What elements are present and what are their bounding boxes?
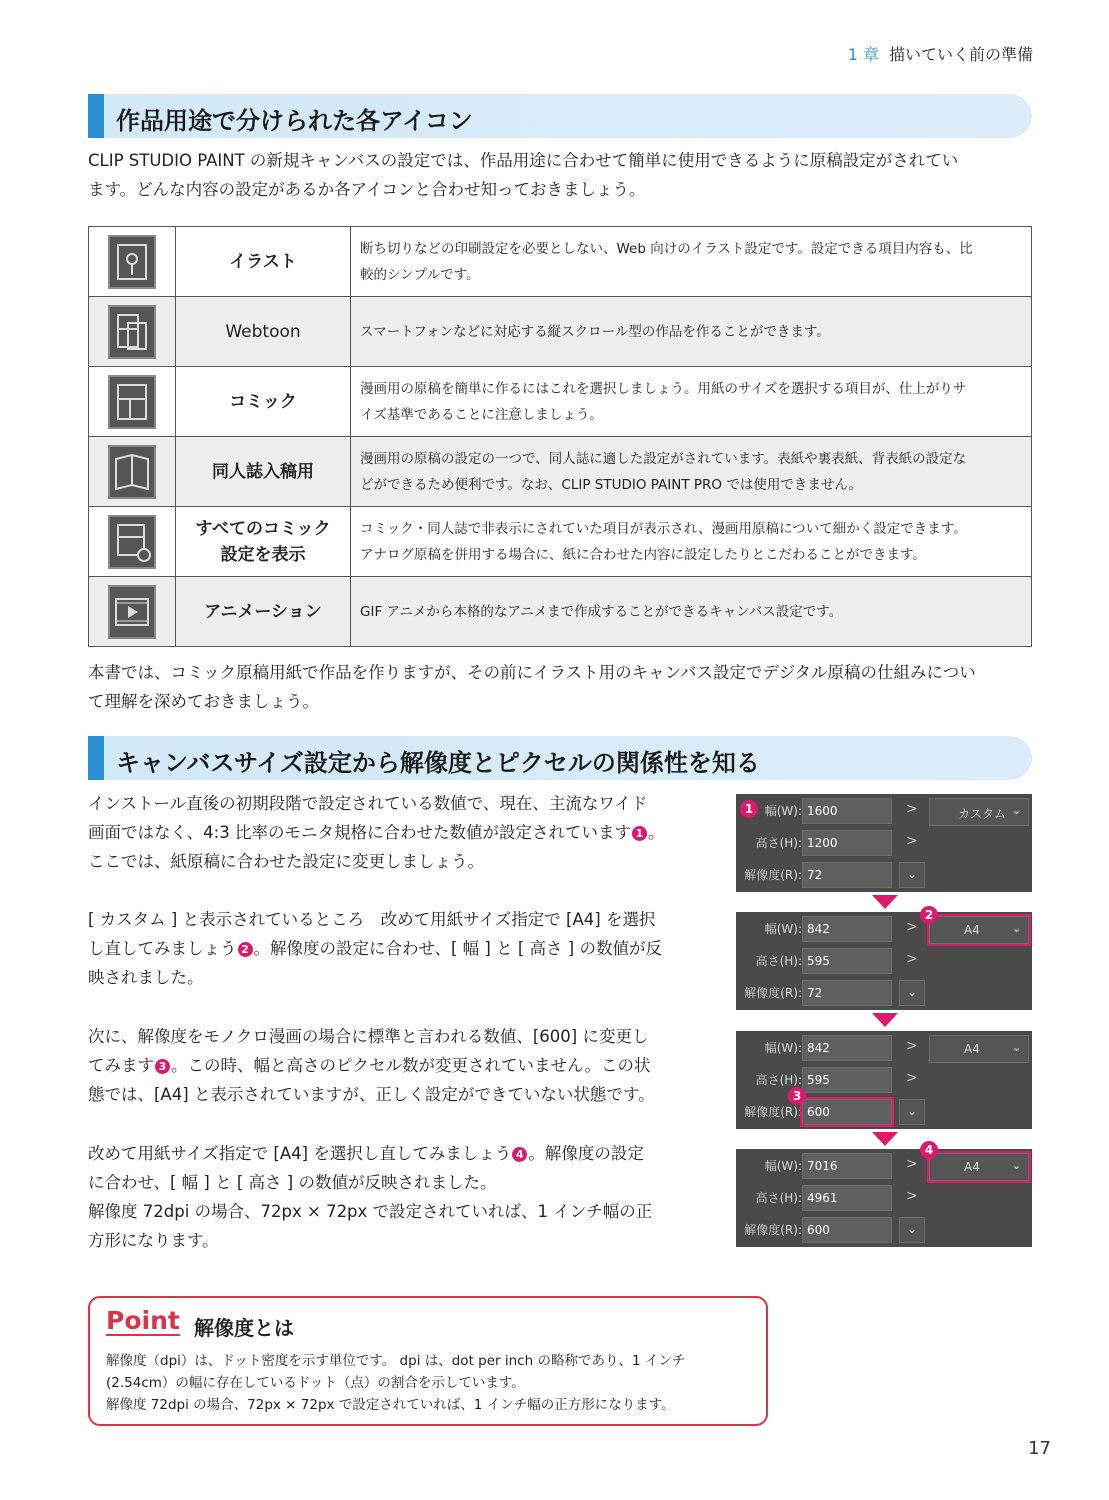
- preset-description: スマートフォンなどに対応する縦スクロール型の作品を作ることができます。: [351, 297, 1032, 367]
- chevron-right-icon[interactable]: >: [906, 833, 918, 849]
- step-badge: 1: [632, 826, 647, 841]
- table-row: [89, 437, 1032, 507]
- chevron-right-icon[interactable]: >: [906, 1038, 918, 1054]
- resolution-row: 解像度(R): 600 ⌄: [736, 1097, 1032, 1127]
- height-input[interactable]: 595: [802, 1067, 892, 1093]
- resolution-input[interactable]: 600: [802, 1217, 892, 1243]
- step-badge: 4: [920, 1141, 938, 1159]
- step-badge: 3: [788, 1087, 806, 1105]
- width-row: 幅(W): 7016 > A4 ⌄: [736, 1151, 1032, 1181]
- preset-description: GIF アニメから本格的なアニメまで作成することができるキャンバス設定です。: [351, 577, 1032, 647]
- down-arrow-icon: [872, 1132, 898, 1146]
- animation-icon: [108, 585, 156, 639]
- resolution-input[interactable]: 72: [802, 980, 892, 1006]
- table-row: [89, 227, 1032, 297]
- width-input[interactable]: 7016: [802, 1153, 892, 1179]
- height-row: 高さ(H): 4961 >: [736, 1183, 1032, 1213]
- text-line: て理解を深めておきましょう。: [88, 692, 319, 711]
- section-title: 作品用途で分けられた各アイコン: [116, 107, 473, 135]
- paper-size-select[interactable]: A4 ⌄: [929, 1153, 1029, 1181]
- chapter-number: 1 章: [847, 45, 879, 64]
- preset-name: Webtoon: [176, 297, 351, 367]
- heading-accent-bar: [88, 94, 104, 138]
- width-row: 幅(W): 842 > A4 ⌄: [736, 914, 1032, 944]
- resolution-row: 解像度(R): 72 ⌄: [736, 860, 1032, 890]
- width-input[interactable]: 842: [802, 1035, 892, 1061]
- chevron-right-icon[interactable]: >: [906, 1156, 918, 1172]
- paper-size-select[interactable]: A4 ⌄: [929, 916, 1029, 944]
- comic-icon: [108, 375, 156, 429]
- table-row: [89, 297, 1032, 367]
- width-row: 幅(W): 1600 > カスタム ⌄: [736, 796, 1032, 826]
- step-badge: 4: [512, 1147, 527, 1162]
- canvas-preset-table: [88, 226, 1032, 647]
- preset-description: 漫画用の原稿を簡単に作るにはこれを選択しましょう。用紙のサイズを選択する項目が、仕上がりサ イズ基準であることに注意しましょう。: [351, 367, 1032, 437]
- height-row: 高さ(H): 1200 >: [736, 828, 1032, 858]
- chapter-header: [848, 42, 1033, 65]
- section-heading-resolution: [88, 736, 1032, 780]
- step-badge: 2: [238, 942, 253, 957]
- all-comic-settings-icon: [108, 515, 156, 569]
- chevron-down-icon: ⌄: [1011, 803, 1022, 818]
- height-row: 高さ(H): 595 >: [736, 946, 1032, 976]
- point-text: 解像度（dpi）は、ドット密度を示す単位です。 dpi は、dot per inch の略称であり、1 インチ (2.54cm）の幅に存在しているドット（点）の割合を示しています。 解像度 72dpi の場合、72px × 72px で設定されていれば、1 インチ幅の正方形になります。: [106, 1353, 686, 1413]
- height-row: 高さ(H): 595 >: [736, 1065, 1032, 1095]
- canvas-size-panel: [736, 794, 1032, 892]
- chevron-right-icon[interactable]: >: [906, 801, 918, 817]
- table-row: [89, 507, 1032, 577]
- chevron-right-icon[interactable]: >: [906, 951, 918, 967]
- resolution-input[interactable]: 600: [802, 1099, 892, 1125]
- chevron-down-icon: ⌄: [1011, 1040, 1022, 1055]
- preset-name: コミック: [176, 367, 351, 437]
- section-title: キャンバスサイズ設定から解像度とピクセルの関係性を知る: [116, 749, 760, 777]
- width-input[interactable]: 842: [802, 916, 892, 942]
- step3-paragraph: 次に、解像度をモノクロ漫画の場合に標準と言われる数値、[600] に変更し てみます 3 。この時、幅と高さのピクセル数が変更されていません。この状 態では、[A4] と表示されていますが、正しく設定ができていない状態です。: [88, 1027, 655, 1104]
- text-line: ます。どんな内容の設定があるか各アイコンと合わせ知っておきましょう。: [88, 180, 646, 199]
- preset-name: すべてのコミック 設定を表示: [176, 507, 351, 577]
- resolution-dropdown[interactable]: ⌄: [899, 980, 925, 1006]
- table-row: [89, 367, 1032, 437]
- doujin-icon: [108, 445, 156, 499]
- step1-paragraph: インストール直後の初期段階で設定されている数値で、現在、主流なワイド 画面ではなく、4:3 比率のモニタ規格に合わせた数値が設定されています 1 。 ここでは、紙原稿に合わせた設定に変更しましょう。: [88, 794, 665, 871]
- resolution-row: 解像度(R): 72 ⌄: [736, 978, 1032, 1008]
- preset-name: イラスト: [176, 227, 351, 297]
- chevron-down-icon: ⌄: [1011, 1158, 1022, 1173]
- text-line: CLIP STUDIO PAINT の新規キャンバスの設定では、作品用途に合わせて簡単に使用できるように原稿設定がされてい: [88, 151, 959, 170]
- outro-paragraph: [88, 658, 976, 716]
- step4-paragraph: 改めて用紙サイズ指定で [A4] を選択し直してみましょう 4 。解像度の設定 に合わせ、[ 幅 ] と [ 高さ ] の数値が反映されました。 解像度 72dpi の場合、72px × 72px で設定されていれば、1 インチ幅の正 方形になります。: [88, 1144, 653, 1250]
- preset-name: アニメーション: [176, 577, 351, 647]
- chevron-down-icon: ⌄: [1011, 921, 1022, 936]
- illust-icon: [108, 235, 156, 289]
- resolution-row: 解像度(R): 600 ⌄: [736, 1215, 1032, 1245]
- down-arrow-icon: [872, 895, 898, 909]
- height-input[interactable]: 1200: [802, 830, 892, 856]
- paper-size-select[interactable]: カスタム ⌄: [929, 798, 1029, 826]
- resolution-dropdown[interactable]: ⌄: [899, 1217, 925, 1243]
- preset-description: 断ち切りなどの印刷設定を必要としない、Web 向けのイラスト設定です。設定できる項目内容も、比 較的シンプルです。: [351, 227, 1032, 297]
- resolution-input[interactable]: 72: [802, 862, 892, 888]
- preset-description: コミック・同人誌で非表示にされていた項目が表示され、漫画用原稿について細かく設定できます。 アナログ原稿を併用する場合に、紙に合わせた内容に設定したりとこだわることができます。: [351, 507, 1032, 577]
- resolution-dropdown[interactable]: ⌄: [899, 1099, 925, 1125]
- step-badge: 3: [155, 1059, 170, 1074]
- table-row: [89, 577, 1032, 647]
- resolution-dropdown[interactable]: ⌄: [899, 862, 925, 888]
- paper-size-select[interactable]: A4 ⌄: [929, 1035, 1029, 1063]
- page-number: 17: [1028, 1438, 1051, 1459]
- chevron-right-icon[interactable]: >: [906, 1188, 918, 1204]
- step-badge: 1: [740, 800, 758, 818]
- preset-name: 同人誌入稿用: [176, 437, 351, 507]
- point-box: [88, 1296, 768, 1426]
- height-input[interactable]: 4961: [802, 1185, 892, 1211]
- point-label: Point: [106, 1306, 180, 1335]
- width-input[interactable]: 1600: [802, 798, 892, 824]
- preset-description: 漫画用の原稿の設定の一つで、同人誌に適した設定がされています。表紙や裏表紙、背表紙の設定な どができるため便利です。なお、CLIP STUDIO PAINT PRO では使用できません。: [351, 437, 1032, 507]
- step-badge: 2: [920, 906, 938, 924]
- canvas-size-panel: [736, 1143, 1032, 1247]
- down-arrow-icon: [872, 1013, 898, 1027]
- width-row: 幅(W): 842 > A4 ⌄: [736, 1033, 1032, 1063]
- height-input[interactable]: 595: [802, 948, 892, 974]
- canvas-size-panel: [736, 1031, 1032, 1129]
- intro-paragraph: [88, 146, 958, 204]
- point-title: 解像度とは: [194, 1316, 294, 1340]
- text-line: 本書では、コミック原稿用紙で作品を作りますが、その前にイラスト用のキャンバス設定でデジタル原稿の仕組みについ: [88, 663, 976, 682]
- chapter-title: 描いていく前の準備: [888, 45, 1033, 64]
- step2-paragraph: [ カスタム ] と表示されているところ 改めて用紙サイズ指定で [A4] を選択 し直してみましょう 2 。解像度の設定に合わせ、[ 幅 ] と [ 高さ ] の数値が反 映されました。: [88, 910, 662, 987]
- webtoon-icon: [108, 305, 156, 359]
- chevron-right-icon[interactable]: >: [906, 1070, 918, 1086]
- canvas-size-panel: [736, 908, 1032, 1010]
- chevron-right-icon[interactable]: >: [906, 919, 918, 935]
- heading-accent-bar: [88, 736, 104, 780]
- section-heading-icons: [88, 94, 1032, 138]
